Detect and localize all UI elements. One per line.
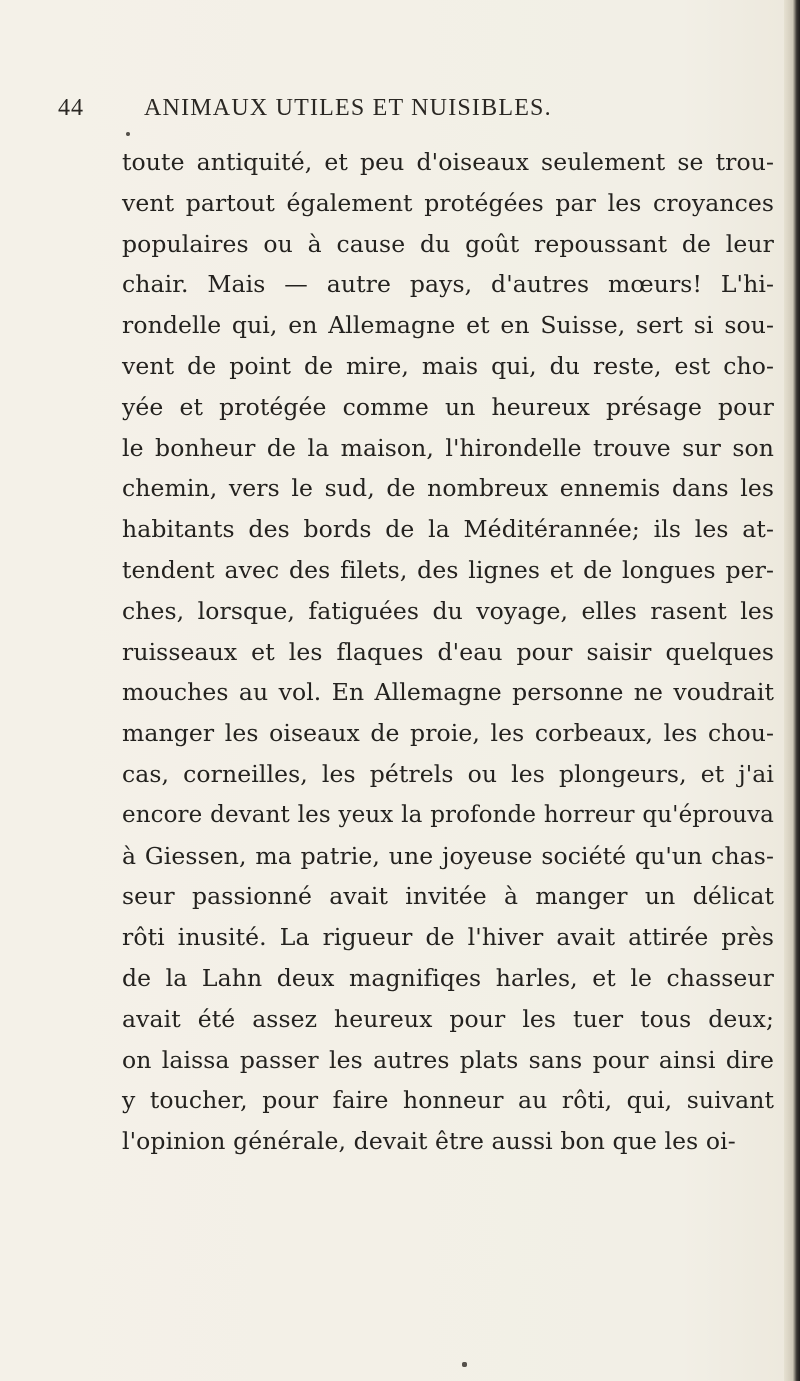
text-line: manger les oiseaux de proie, les corbeaux, les chou- [122,719,774,748]
text-line: de la Lahn deux magnifiqes harles, et le chasseur [122,963,774,992]
text-line: ruisseaux et les flaques d'eau pour saisir quelques [122,637,774,666]
running-title: ANIMAUX UTILES ET NUISIBLES. [144,95,552,121]
text-line: toute antiquité, et peu d'oiseaux seulement se trou- [122,148,774,176]
text-line: l'opinion générale, devait être aussi bon que les oi- [122,1127,736,1156]
text-line: vent de point de mire, mais qui, du reste, est cho- [122,351,774,380]
text-line: encore devant les yeux la profonde horreur qu'éprouva [122,801,774,828]
page-gutter-shadow [784,0,800,1381]
page-number: 44 [58,95,84,121]
text-line: chair. Mais — autre pays, d'autres mœurs! L'hi- [122,270,774,299]
body-text [122,142,774,1162]
text-line: seur passionné avait invitée à manger un délicat [122,882,774,911]
text-line: habitants des bords de la Méditérannée; ils les at- [122,515,774,544]
text-line: ches, lorsque, fatiguées du voyage, elles rasent les [122,596,774,625]
text-line: à Giessen, ma patrie, une joyeuse société qu'un chas- [122,841,774,870]
text-line: tendent avec des filets, des lignes et de longues per- [122,555,774,584]
text-line: cas, corneilles, les pétrels ou les plongeurs, et j'ai [122,759,774,788]
text-line: mouches au vol. En Allemagne personne ne voudrait [122,678,774,707]
text-line: populaires ou à cause du goût repoussant de leur [122,229,774,258]
running-head [58,95,648,129]
text-line: avait été assez heureux pour les tuer tous deux; [122,1004,774,1033]
print-speck [462,1362,467,1367]
text-line: rondelle qui, en Allemagne et en Suisse, sert si sou- [122,311,774,340]
text-line: vent partout également protégées par les croyances [122,188,774,217]
text-line: yée et protégée comme un heureux présage pour [122,392,774,421]
text-line: on laissa passer les autres plats sans pour ainsi dire [122,1045,774,1074]
text-line: chemin, vers le sud, de nombreux ennemis dans les [122,474,774,503]
print-speck [126,132,130,136]
text-line: rôti inusité. La rigueur de l'hiver avait attirée près [122,923,774,952]
text-line: y toucher, pour faire honneur au rôti, qui, suivant [122,1086,774,1115]
text-line: le bonheur de la maison, l'hirondelle trouve sur son [122,433,774,462]
